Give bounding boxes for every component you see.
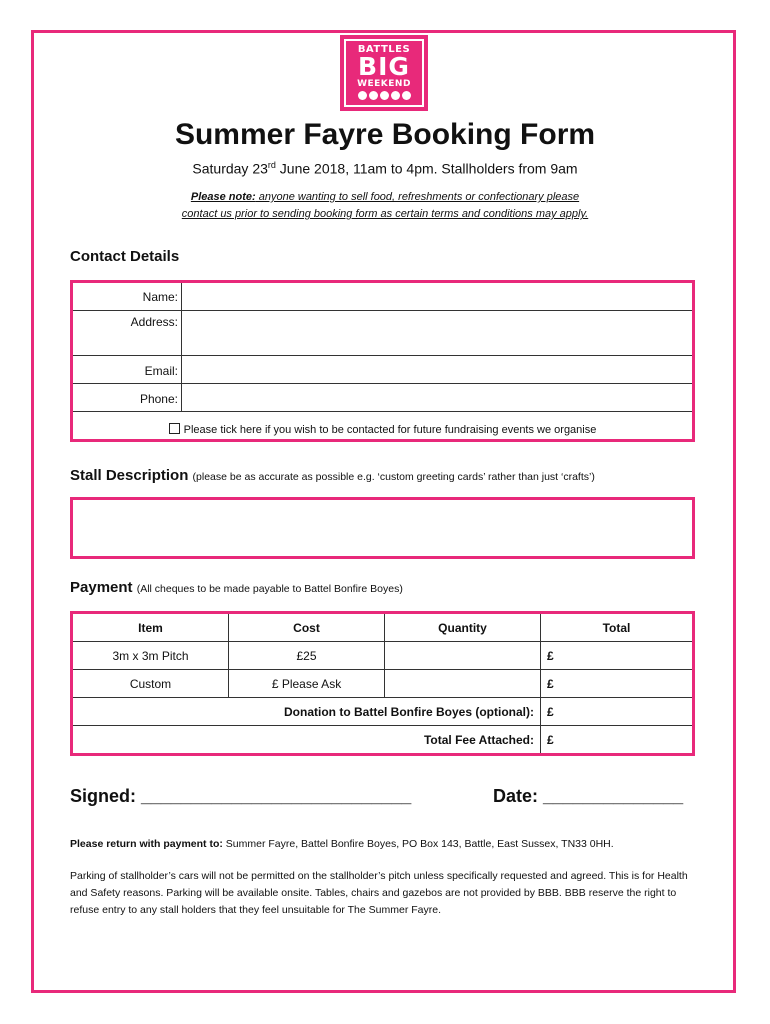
- contact-opt-in: [73, 423, 692, 436]
- table-row: [72, 698, 694, 726]
- header-total: Total: [541, 613, 694, 642]
- pitch-cost: £25: [229, 642, 385, 670]
- return-address: Please return with payment to: Summer Fayre, Battel Bonfire Boyes, PO Box 143, Battle, East Sussex, TN33 0HH.: [70, 838, 614, 850]
- phone-label: Phone:: [139, 392, 178, 406]
- logo-line-1: BATTLES: [357, 44, 411, 55]
- logo-line-3: WEEKEND: [357, 79, 411, 89]
- header-cost: Cost: [229, 613, 385, 642]
- custom-cost: £ Please Ask: [229, 670, 385, 698]
- signature-line[interactable]: Signed: ___________________________: [70, 786, 412, 806]
- name-field[interactable]: [182, 283, 692, 310]
- stall-description-heading: Stall Description (please be as accurate as possible e.g. ‘custom greeting cards’ rather than just ‘crafts’): [70, 467, 595, 484]
- logo-dots: [346, 91, 422, 100]
- payment-heading: Payment (All cheques to be made payable to Battel Bonfire Boyes): [70, 579, 403, 596]
- header-quantity: Quantity: [385, 613, 541, 642]
- table-row: [72, 642, 694, 670]
- contact-details-heading: Contact Details: [70, 248, 180, 265]
- email-field[interactable]: [182, 356, 692, 383]
- email-row: [73, 356, 692, 384]
- name-row: [73, 283, 692, 311]
- pitch-quantity-field[interactable]: [385, 642, 541, 670]
- header-item: Item: [72, 613, 229, 642]
- opt-in-label: Please tick here if you wish to be contacted for future fundraising events we organise: [183, 424, 597, 436]
- parking-terms: Parking of stallholder’s cars will not be permitted on the stallholder’s pitch unless specifically requested and agreed. This is for Health and Safety reasons. Parking will be available onsite. Tables, chairs and gazebos are not provided by BBB. BBB reserve the right to refuse entry to any stall holders that they feel unsuitable for The Summer Fayre.: [70, 870, 688, 916]
- payment-header-row: [72, 613, 694, 642]
- pitch-total-field[interactable]: £: [541, 642, 694, 670]
- phone-row: [73, 384, 692, 412]
- donation-total-field[interactable]: £: [541, 698, 694, 726]
- total-fee-field[interactable]: £: [541, 726, 694, 755]
- custom-total-field[interactable]: £: [541, 670, 694, 698]
- name-label: Name:: [142, 290, 178, 304]
- table-row: [72, 670, 694, 698]
- donation-label: Donation to Battel Bonfire Boyes (optional):: [72, 698, 541, 726]
- stall-description-field[interactable]: [70, 497, 695, 559]
- page-title: Summer Fayre Booking Form: [174, 118, 596, 151]
- contact-details-box: [70, 280, 695, 442]
- opt-in-checkbox[interactable]: [169, 423, 180, 434]
- food-note: Please note: anyone wanting to sell food, refreshments or confectionary please contact us prior to sending booking form as certain terms and conditions may apply.: [181, 191, 589, 220]
- table-row: [72, 726, 694, 755]
- custom-item: Custom: [72, 670, 229, 698]
- logo-line-2: BIG: [358, 52, 410, 81]
- address-field[interactable]: [182, 311, 692, 355]
- battles-big-weekend-logo: [340, 35, 428, 111]
- address-label: Address:: [130, 315, 178, 329]
- date-line[interactable]: Date: ______________: [493, 786, 684, 806]
- phone-field[interactable]: [182, 384, 692, 411]
- total-fee-label: Total Fee Attached:: [72, 726, 541, 755]
- address-row: [73, 311, 692, 356]
- event-date-line: Saturday 23rd June 2018, 11am to 4pm. Stallholders from 9am: [192, 160, 578, 177]
- pitch-item: 3m x 3m Pitch: [72, 642, 229, 670]
- email-label: Email:: [144, 364, 178, 378]
- custom-quantity-field[interactable]: [385, 670, 541, 698]
- payment-table: [70, 611, 695, 756]
